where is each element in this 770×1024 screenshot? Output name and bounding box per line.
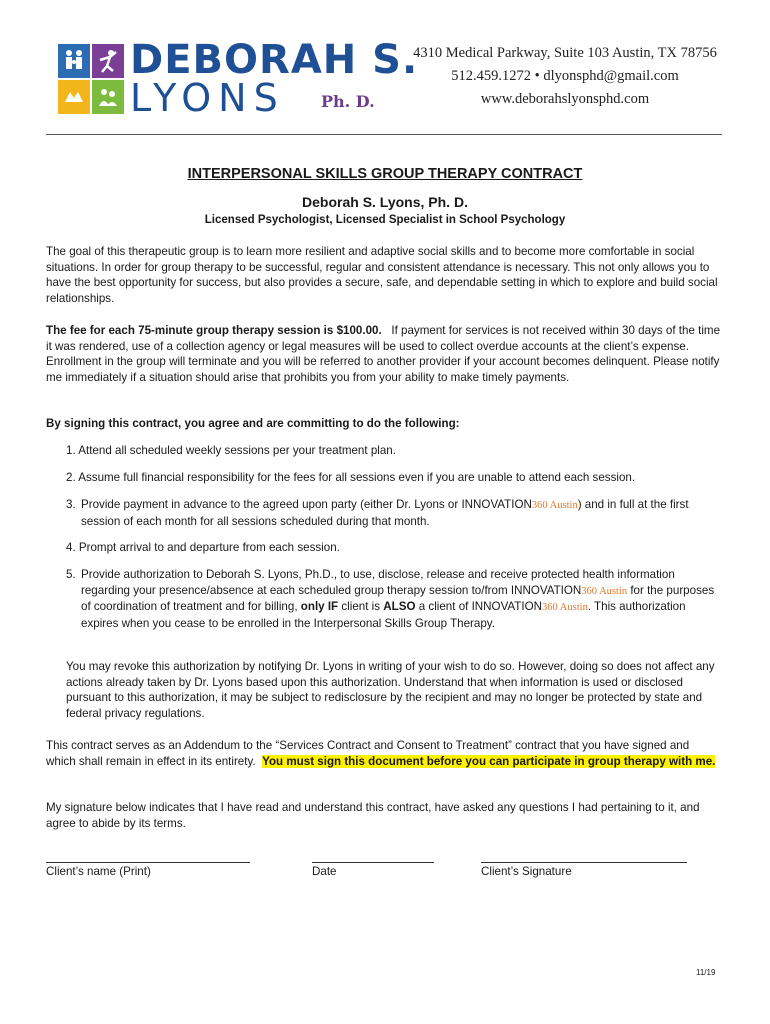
list-number: 3. xyxy=(66,498,76,511)
document-title: INTERPERSONAL SKILLS GROUP THERAPY CONTRACT xyxy=(187,166,583,182)
emphasis: ALSO xyxy=(383,600,416,614)
client-name-line[interactable] xyxy=(46,848,250,863)
list-item xyxy=(66,497,718,529)
list-item: 4. Prompt arrival to and departure from each session. xyxy=(66,541,340,554)
date-label: Date xyxy=(312,865,337,878)
brand-name: 360 Austin xyxy=(542,602,588,614)
logo-suffix: Ph. D. xyxy=(321,92,375,111)
logo-jumping-figure-icon xyxy=(92,44,124,78)
logo-family-icon xyxy=(58,44,90,78)
contact-block xyxy=(410,42,720,111)
brand-name: 360 Austin xyxy=(531,500,578,511)
client-name-field[interactable] xyxy=(46,848,250,878)
practice-logo xyxy=(58,44,124,114)
client-signature-label: Client’s Signature xyxy=(481,865,572,878)
item-text: a client of INNOVATION xyxy=(418,600,543,614)
intro-paragraph: The goal of this therapeutic group is to learn more resilient and adaptive social skills and to become more comfortable in social situations. In order for group therapy to be successful, regular and consistent attendance is necessary. This not only allows you to have the best opportunity for success, but also provides a secure, safe, and dependable setting in which to explore and build social relationships. xyxy=(46,245,718,306)
client-signature-line[interactable] xyxy=(481,848,687,863)
addendum-paragraph xyxy=(46,738,722,769)
logo-name-line2: LYONS xyxy=(130,76,285,120)
author-name: Deborah S. Lyons, Ph. D. xyxy=(302,194,468,210)
list-item: 2. Assume full financial responsibility for the fees for all sessions even if you are unable to attend each session. xyxy=(66,471,636,484)
address: 4310 Medical Parkway, Suite 103 Austin, TX 78756 xyxy=(413,45,717,61)
date-line[interactable] xyxy=(312,848,434,863)
emphasis: only IF xyxy=(300,600,339,614)
header-divider xyxy=(46,134,722,135)
item-text: client is xyxy=(341,600,381,614)
addendum-highlight: You must sign this document before you can participate in group therapy with me. xyxy=(262,754,716,768)
list-number: 5. xyxy=(66,568,76,581)
list-item xyxy=(66,567,718,632)
item-text: . This authorization expires when you cease to be enrolled in the Interpersonal Skills Group Therapy. xyxy=(81,600,686,631)
website: www.deborahslyonsphd.com xyxy=(480,91,650,107)
revision-code: 11/19 xyxy=(696,968,716,977)
item-text: Provide authorization to Deborah S. Lyons, Ph.D., to use, disclose, release and receive protected health information regarding your presence/absence at each scheduled group therapy session to/from INNOVATION xyxy=(81,568,675,597)
addendum-text: This contract serves as an Addendum to the “Services Contract and Consent to Treatment” contract that you have signed and which shall remain in effect in its entirety. xyxy=(46,739,690,768)
logo-hands-icon xyxy=(58,80,90,114)
brand-name: 360 Austin xyxy=(581,585,628,597)
author-credentials: Licensed Psychologist, Licensed Specialist in School Psychology xyxy=(204,214,566,226)
signature-statement: My signature below indicates that I have read and understand this contract, have asked any questions I had pertaining to it, and agree to abide by its terms. xyxy=(46,801,700,830)
client-signature-field[interactable] xyxy=(481,848,687,878)
logo-name-line1: DEBORAH S. xyxy=(130,37,419,83)
fee-statement: The fee for each 75-minute group therapy session is $100.00. xyxy=(46,324,382,337)
item-text: ) and in full at the first session of each month for all sessions scheduled during that month. xyxy=(81,498,689,528)
phone-email: 512.459.1272 • dlyonsphd@gmail.com xyxy=(451,68,679,84)
logo-people-icon xyxy=(92,80,124,114)
list-item: 1. Attend all scheduled weekly sessions per your treatment plan. xyxy=(66,444,396,457)
revocation-paragraph: You may revoke this authorization by notifying Dr. Lyons in writing of your wish to do so. However, doing so does not affect any actions already taken by Dr. Lyons based upon this authorization. Understand that when information is used or disclosed pursuant to this authorization, it may be subject to redisclosure by the recipient and may no longer be protected by state and federal privacy regulations. xyxy=(66,660,715,721)
item-text: for the purposes of coordination of treatment and for billing, xyxy=(81,583,715,614)
fee-terms: If payment for services is not received within 30 days of the time it was rendered, use of a collection agency or legal measures will be used to collect overdue accounts at the client’s expense. Enrollment in the group will terminate and you will be referred to another provider if your account becomes delinquent. Please notify me immediately if a situation should arise that prohibits you from your ability to make timely payments. xyxy=(46,324,721,385)
item-text: Provide payment in advance to the agreed upon party (either Dr. Lyons or INNOVATION xyxy=(81,498,532,511)
agreement-heading: By signing this contract, you agree and are committing to do the following: xyxy=(46,417,460,430)
date-field[interactable] xyxy=(312,848,434,878)
fee-paragraph xyxy=(46,323,722,386)
client-name-label: Client’s name (Print) xyxy=(46,865,151,878)
